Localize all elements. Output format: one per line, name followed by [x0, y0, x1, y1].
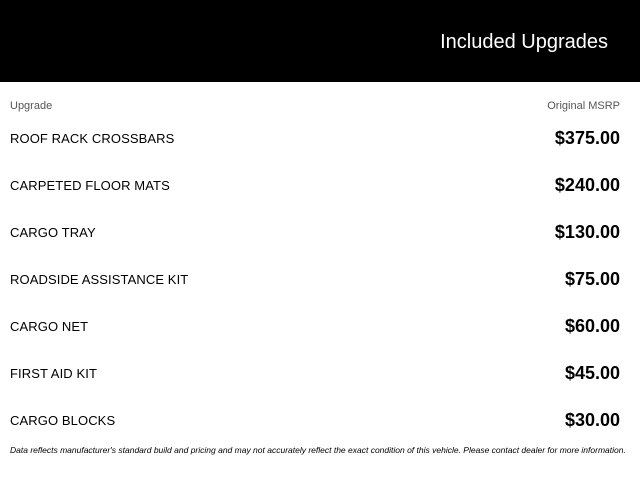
upgrade-name: CARGO NET	[10, 319, 89, 334]
upgrade-price: $240.00	[554, 175, 620, 195]
upgrade-price: $130.00	[554, 222, 620, 242]
page-title: Included Upgrades	[440, 31, 608, 53]
upgrade-name: ROADSIDE ASSISTANCE KIT	[10, 272, 189, 287]
upgrade-name: FIRST AID KIT	[10, 366, 98, 381]
list-item	[10, 303, 620, 350]
upgrade-price: $75.00	[564, 269, 620, 289]
upgrade-name: CARPETED FLOOR MATS	[10, 178, 170, 193]
upgrade-price: $30.00	[564, 410, 620, 430]
list-item	[10, 350, 620, 397]
column-header-upgrade: Upgrade	[10, 100, 53, 112]
column-headers	[10, 99, 620, 113]
list-item	[10, 209, 620, 256]
header-bar	[0, 0, 640, 82]
column-header-msrp: Original MSRP	[547, 100, 620, 112]
upgrade-price: $45.00	[564, 363, 620, 383]
upgrade-name: CARGO TRAY	[10, 225, 96, 240]
list-item	[10, 115, 620, 162]
upgrade-name: CARGO BLOCKS	[10, 413, 116, 428]
list-item	[10, 397, 620, 444]
upgrade-price: $60.00	[564, 316, 620, 336]
disclaimer-text: Data reflects manufacturer's standard build and pricing and may not accurately reflect the exact condition of this vehicle. Please contact dealer for more information.	[10, 445, 626, 455]
list-item	[10, 162, 620, 209]
upgrades-list	[10, 115, 620, 444]
upgrade-price: $375.00	[554, 128, 620, 148]
list-item	[10, 256, 620, 303]
upgrade-name: ROOF RACK CROSSBARS	[10, 131, 175, 146]
